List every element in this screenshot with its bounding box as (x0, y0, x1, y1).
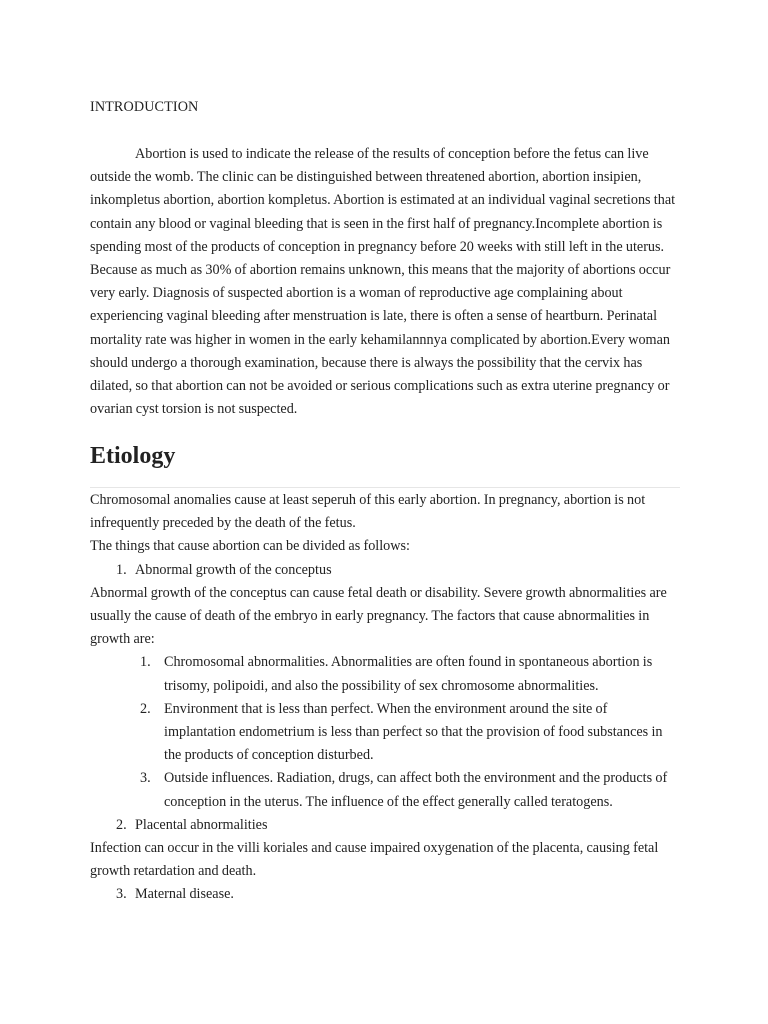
list-item-abnormal-growth (90, 559, 680, 582)
sublist-item-text: Environment that is less than perfect. When the environment around the site of implantation endometrium is less than perfect so that the provision of food substances in the products of conception disturbed. (164, 700, 663, 764)
etiology-heading: Etiology (90, 443, 176, 469)
introduction-heading: INTRODUCTION (90, 99, 199, 115)
list-number: 2. (116, 816, 127, 833)
abnormal-growth-description: Abnormal growth of the conceptus can cause fetal death or disability. Severe growth abnormalities are usually the cause of death of the embryo in early pregnancy. The factors that cause abnormalities in growth are: (90, 584, 667, 648)
list-number: 1. (116, 561, 127, 578)
introduction-paragraph-1: Abortion is used to indicate the release of the results of conception before the fetus can live outside the womb. The clinic can be distinguished between threatened abortion, abortion insipien, inkompletus abortion, abortion kompletus. Abortion is estimated at an individual vaginal secretions that contain any blood or vaginal bleeding that is seen in the first half of pregnancy.Incomplete abortion is spending most of the products of conception in pregnancy before 20 weeks with still left in the uterus. (90, 146, 676, 255)
sublist-item-text: Chromosomal abnormalities. Abnormalities are often found in spontaneous abortion is trisomy, polipoidi, and also the possibility of sex chromosome abnormalities. (164, 654, 653, 694)
list-item-placental-abnormalities (90, 814, 680, 837)
heading-divider (90, 487, 680, 488)
list-item-title: Abnormal growth of the conceptus (135, 561, 332, 578)
sublist-item-text: Outside influences. Radiation, drugs, can affect both the environment and the products of conception in the uterus. The influence of the effect generally called teratogens. (164, 770, 668, 810)
introduction-body (90, 143, 680, 421)
etiology-paragraph-1: Chromosomal anomalies cause at least seperuh of this early abortion. In pregnancy, abortion is not infrequently preceded by the death of the fetus. (90, 492, 646, 532)
sublist-item-chromosomal (90, 651, 680, 697)
etiology-body (90, 489, 680, 907)
sublist-number: 1. (140, 654, 151, 671)
sublist-item-environment (90, 698, 680, 768)
list-item-title: Placental abnormalities (135, 816, 268, 833)
sublist-number: 2. (140, 700, 151, 717)
list-number: 3. (116, 886, 127, 903)
sublist-item-outside-influences (90, 767, 680, 813)
sublist-number: 3. (140, 770, 151, 787)
list-item-title: Maternal disease. (135, 886, 234, 903)
list-item-maternal-disease (90, 883, 680, 906)
etiology-paragraph-2: The things that cause abortion can be divided as follows: (90, 538, 410, 555)
introduction-paragraph-2: Because as much as 30% of abortion remains unknown, this means that the majority of abortions occur very early. Diagnosis of suspected abortion is a woman of reproductive age complaining about experiencing vaginal bleeding after menstruation is late, there is often a sense of heartburn. Perinatal mortality rate was higher in women in the early kehamilannnya complicated by abortion.Every woman should undergo a thorough examination, because there is always the possibility that the cervix has dilated, so that abortion can not be avoided or serious complications such as extra uterine pregnancy or ovarian cyst torsion is not suspected. (90, 262, 671, 418)
placental-abnormalities-description: Infection can occur in the villi koriales and cause impaired oxygenation of the placenta, causing fetal growth retardation and death. (90, 840, 659, 880)
